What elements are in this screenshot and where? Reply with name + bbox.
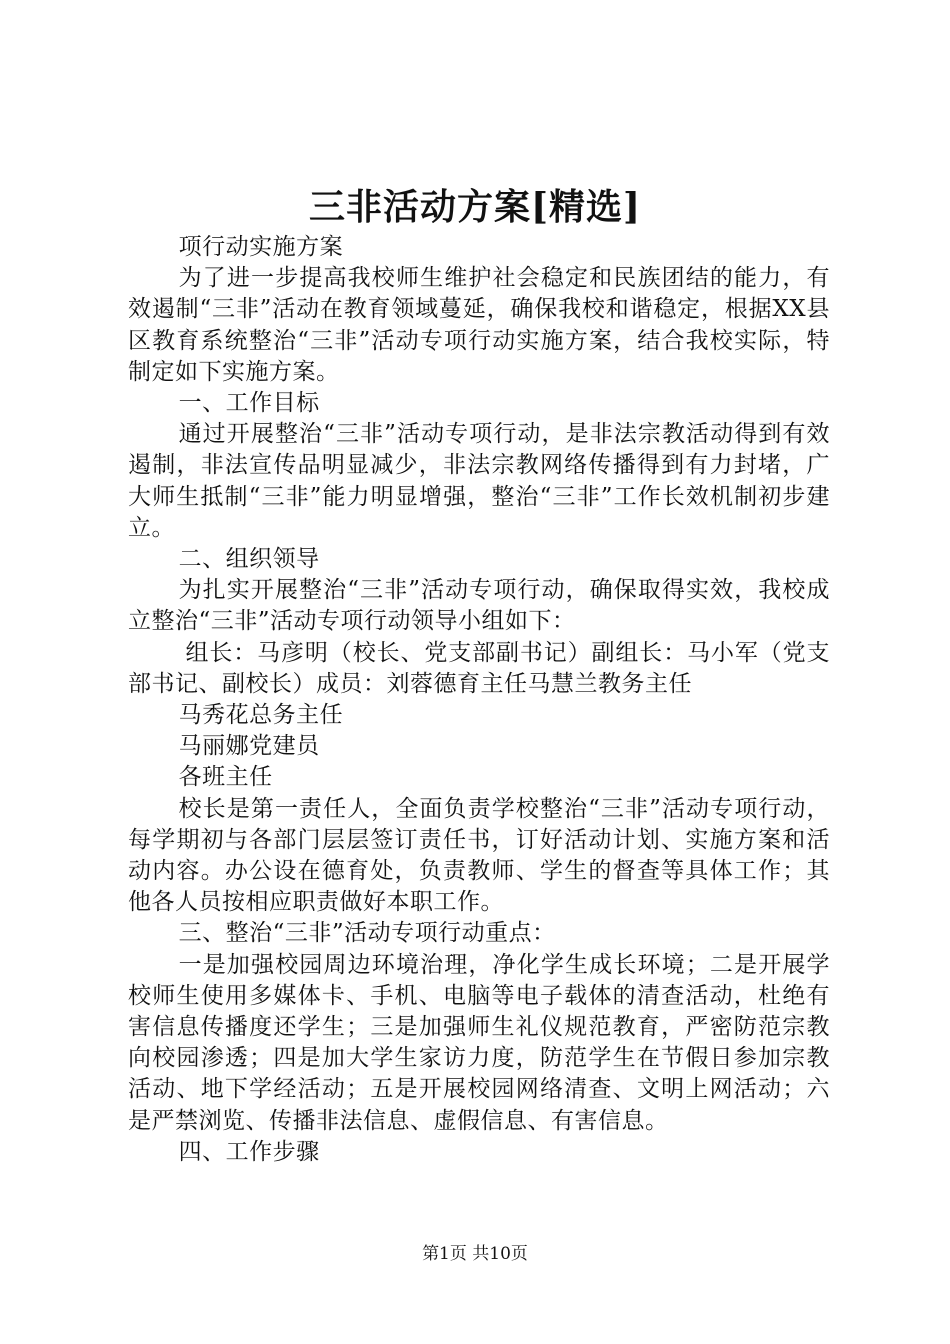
section-heading-steps: 四、工作步骤 [178, 1138, 320, 1165]
paragraph-leadership-intro: 为扎实开展整治“三非”活动专项行动，确保取得实效，我校成立整治“三非”活动专项行动领导小组如下： [128, 577, 830, 635]
paragraph-member-class-teachers: 各班主任 [178, 764, 273, 791]
page-number-footer: 第1页 共10页 [422, 1244, 528, 1264]
section-heading-focus: 三、整治“三非”活动专项行动重点： [178, 920, 556, 947]
paragraph-member-ma-lina: 马丽娜党建员 [178, 733, 320, 760]
section-heading-leadership: 二、组织领导 [178, 546, 320, 573]
document-body [128, 232, 830, 1168]
paragraph-member-ma-xiuhua: 马秀花总务主任 [178, 702, 344, 729]
paragraph-responsibilities: 校长是第一责任人，全面负责学校整治“三非”活动专项行动，每学期初与各部门层层签订责任书，订好活动计划、实施方案和活动内容。办公设在德育处，负责教师、学生的督查等具体工作；其他各人员按相应职责做好本职工作。 [128, 795, 830, 916]
paragraph-preamble: 为了进一步提高我校师生维护社会稳定和民族团结的能力，有效遏制“三非”活动在教育领域蔓延，确保我校和谐稳定，根据XX县区教育系统整治“三非”活动专项行动实施方案，结合我校实际，特制定如下实施方案。 [128, 265, 830, 385]
paragraph-leadership-members: 组长：马彦明（校长、党支部副书记）副组长：马小军（党支部书记、副校长）成员：刘蓉德育主任马慧兰教务主任 [128, 639, 830, 697]
document-title: 三非活动方案[精选] [308, 186, 642, 228]
paragraph-focus-items: 一是加强校园周边环境治理，净化学生成长环境；二是开展学校师生使用多媒体卡、手机、电脑等电子载体的清查活动，杜绝有害信息传播度还学生；三是加强师生礼仪规范教育，严密防范宗教向校园渗透；四是加大学生家访力度，防范学生在节假日参加宗教活动、地下学经活动；五是开展校园网络清查、文明上网活动；六是严禁浏览、传播非法信息、虚假信息、有害信息。 [128, 951, 830, 1134]
paragraph-goals: 通过开展整治“三非”活动专项行动，是非法宗教活动得到有效遏制，非法宣传品明显减少，非法宗教网络传播得到有力封堵，广大师生抵制“三非”能力明显增强，整治“三非”工作长效机制初步建立。 [128, 421, 830, 541]
section-heading-goals: 一、工作目标 [178, 390, 320, 417]
paragraph-intro-heading: 项行动实施方案 [178, 234, 344, 260]
